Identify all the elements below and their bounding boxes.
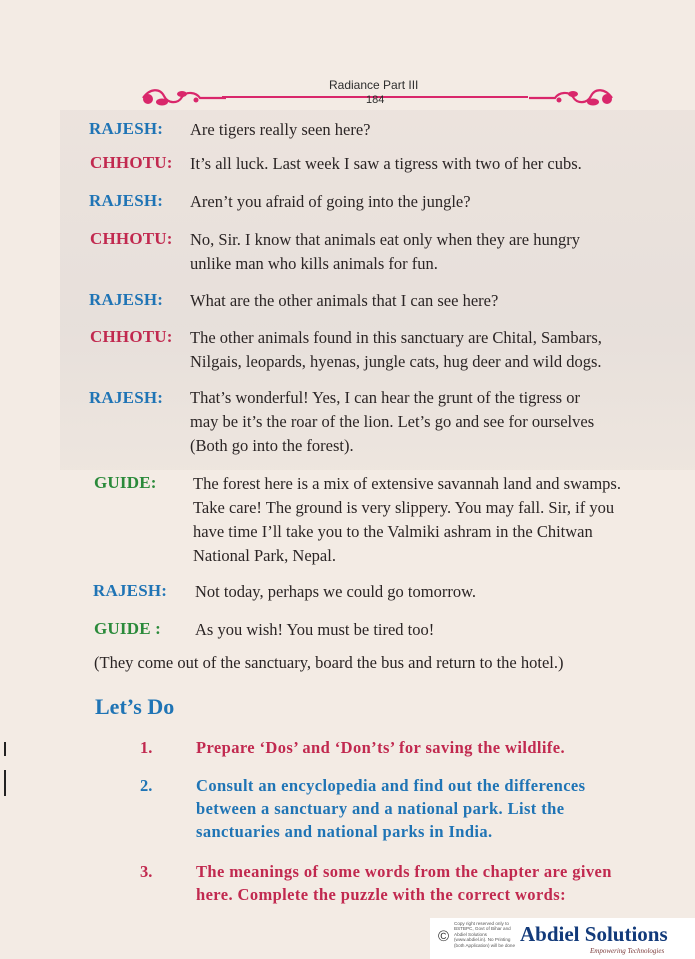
watermark-footer xyxy=(430,918,695,959)
activity-text: between a sanctuary and a national park. List the xyxy=(196,799,565,818)
speaker-label: CHHOTU: xyxy=(90,229,173,248)
speaker-label: CHHOTU: xyxy=(90,327,173,346)
speaker-label: RAJESH: xyxy=(93,581,168,600)
speaker-label: RAJESH: xyxy=(89,290,164,309)
page-number: 184 xyxy=(366,94,385,106)
activity-number: 3. xyxy=(140,862,153,881)
dialogue-line: unlike man who kills animals for fun. xyxy=(190,254,438,273)
speaker-label: RAJESH: xyxy=(89,119,164,138)
speaker-label: GUIDE: xyxy=(94,473,157,492)
book-title: Radiance Part III xyxy=(329,78,419,92)
dialogue-line: That’s wonderful! Yes, I can hear the grunt of the tigress or xyxy=(190,388,580,407)
dialogue-line: Not today, perhaps we could go tomorrow. xyxy=(195,582,477,601)
speaker-label: CHHOTU: xyxy=(90,153,173,172)
activity-text: sanctuaries and national parks in India. xyxy=(196,822,493,841)
dialogue-line: have time I’ll take you to the Valmiki ashram in the Chitwan xyxy=(193,522,593,541)
dialogue-line: may be it’s the roar of the lion. Let’s go and see for ourselves xyxy=(190,412,595,431)
speaker-label: RAJESH: xyxy=(89,191,164,210)
activity-number: 1. xyxy=(140,738,153,757)
dialogue-line: Take care! The ground is very slippery. You may fall. Sir, if you xyxy=(193,498,615,517)
speaker-label: RAJESH: xyxy=(89,388,164,407)
dialogue-line: National Park, Nepal. xyxy=(193,546,336,565)
dialogue-line: (Both go into the forest). xyxy=(190,436,354,455)
stage-direction: (They come out of the sanctuary, board the bus and return to the hotel.) xyxy=(94,653,564,672)
speaker-label: GUIDE : xyxy=(94,619,162,638)
page-header xyxy=(0,72,695,112)
dialogue-line: It’s all luck. Last week I saw a tigress with two of her cubs. xyxy=(190,154,582,173)
dialogue-line: The forest here is a mix of extensive savannah land and swamps. xyxy=(193,474,621,493)
left-ornament-icon xyxy=(138,86,228,110)
activity-text: Consult an encyclopedia and find out the differences xyxy=(196,776,586,795)
margin-mark xyxy=(4,770,6,796)
copyright-icon: © xyxy=(438,928,450,945)
dialogue-line: The other animals found in this sanctuary are Chital, Sambars, xyxy=(190,328,602,347)
activity-text: The meanings of some words from the chapter are given xyxy=(196,862,612,881)
right-ornament-icon xyxy=(527,86,617,110)
activity-number: 2. xyxy=(140,776,153,795)
margin-mark xyxy=(4,742,6,756)
brand-tagline: Empowering Technologies xyxy=(590,947,665,955)
dialogue-line: Aren’t you afraid of going into the jungle? xyxy=(190,192,471,211)
activity-text: Prepare ‘Dos’ and ‘Don’ts’ for saving the wildlife. xyxy=(196,738,566,757)
dialogue-line: Are tigers really seen here? xyxy=(190,120,371,139)
dialogue-line: What are the other animals that I can see here? xyxy=(190,291,499,310)
lets-do-heading: Let’s Do xyxy=(95,694,175,719)
dialogue-line: Nilgais, leopards, hyenas, jungle cats, hug deer and wild dogs. xyxy=(190,352,602,371)
dialogue-line: No, Sir. I know that animals eat only when they are hungry xyxy=(190,230,580,249)
activity-text: here. Complete the puzzle with the correct words: xyxy=(196,885,566,904)
brand-logo: Abdiel Solutions xyxy=(520,922,668,946)
copyright-note: Copy right reserved only to BSTBPC, Govt of Bihar and Abdiel Solutions (www.abdiel.in). No Printing (both Application) will be done xyxy=(454,921,516,948)
dialogue-line: As you wish! You must be tired too! xyxy=(195,620,435,639)
